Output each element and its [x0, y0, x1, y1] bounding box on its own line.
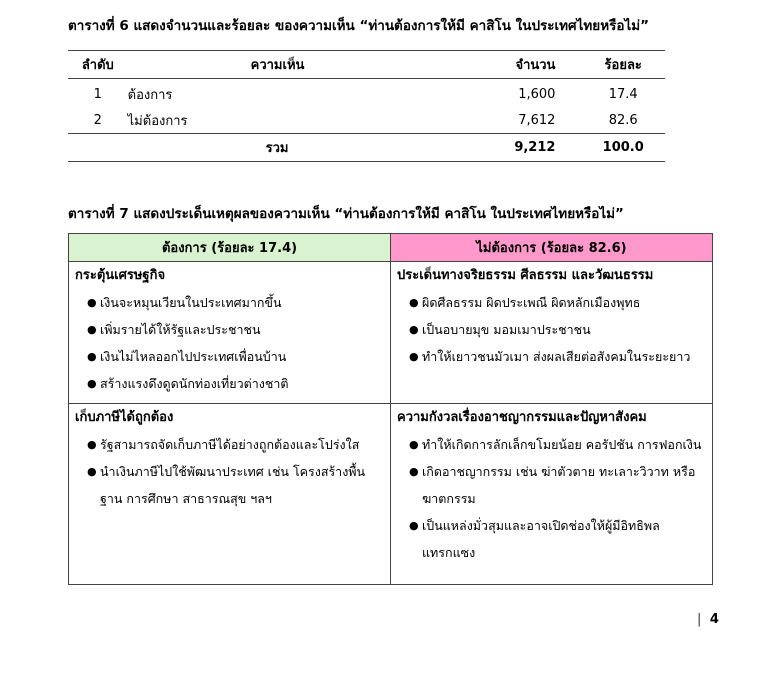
list-item [87, 289, 384, 316]
table7-agree-cell [69, 404, 391, 585]
bullet-icon: ● [409, 519, 419, 532]
table6-header-percent: ร้อยละ [604, 58, 642, 73]
table6-total-count: 9,212 [514, 140, 556, 155]
list-item [409, 316, 706, 343]
table6-cell-percent: 17.4 [608, 86, 638, 102]
table7-row [69, 404, 713, 585]
list-item-text: รัฐสามารถจัดเก็บภาษีได้อย่างถูกต้องและโปร่งใส [100, 437, 360, 452]
page-number-separator: | [697, 612, 702, 627]
page-number [697, 612, 719, 627]
table6-header-rank: ลำดับ [81, 58, 114, 73]
bullet-icon: ● [87, 465, 97, 478]
bullet-icon: ● [87, 323, 97, 336]
list-item-text: ทำให้เยาวชนมัวเมา ส่งผลเสียต่อสังคมในระยะยาว [422, 349, 691, 364]
table6-total-percent: 100.0 [602, 140, 644, 155]
list-item [409, 458, 706, 512]
table6-header-row [68, 51, 665, 79]
list-item [409, 343, 706, 370]
table6-cell-count: 1,600 [518, 86, 556, 102]
table7-header-agree: ต้องการ (ร้อยละ 17.4) [69, 234, 391, 262]
list-item-text: เพิ่มรายได้ให้รัฐและประชาชน [100, 322, 261, 337]
list-item [87, 370, 384, 397]
reason-list [75, 431, 384, 512]
reason-list [397, 289, 706, 370]
table6-cell-opinion: ไม่ต้องการ [127, 113, 188, 129]
list-item-text: เงินจะหมุนเวียนในประเทศมากขึ้น [100, 295, 282, 310]
bullet-icon: ● [409, 465, 419, 478]
list-item [409, 289, 706, 316]
bullet-icon: ● [409, 350, 419, 363]
list-item-text: เงินไม่ไหลออกไปประเทศเพื่อนบ้าน [100, 349, 287, 364]
list-item-text: เป็นอบายมุข มอมเมาประชาชน [422, 322, 591, 337]
table7-header-row [69, 234, 713, 262]
table6-total-spacer [68, 134, 128, 162]
reason-group-title: ประเด็นทางจริยธรรม ศีลธรรม และวัฒนธรรม [397, 268, 654, 283]
list-item [87, 343, 384, 370]
list-item [87, 431, 384, 458]
table7-agree-cell [69, 262, 391, 404]
table6-cell-rank: 1 [93, 86, 102, 102]
bullet-icon: ● [87, 438, 97, 451]
table-row [68, 107, 665, 134]
reason-group-title: ความกังวลเรื่องอาชญากรรมและปัญหาสังคม [397, 410, 647, 425]
table-row [68, 79, 665, 108]
bullet-icon: ● [87, 296, 97, 309]
table7-caption: ตารางที่ 7 แสดงประเด็นเหตุผลของความเห็น “ท่านต้องการให้มี คาสิโน ในประเทศไทยหรือไม่” [68, 206, 624, 222]
list-item [409, 431, 706, 458]
table6-total-row [68, 134, 665, 162]
table7-header-disagree: ไม่ต้องการ (ร้อยละ 82.6) [391, 234, 713, 262]
table6-cell-percent: 82.6 [608, 112, 638, 128]
bullet-icon: ● [409, 296, 419, 309]
reason-list [397, 431, 706, 566]
table7-disagree-cell [391, 262, 713, 404]
table6-cell-count: 7,612 [518, 112, 556, 128]
table6 [68, 50, 665, 162]
bullet-icon: ● [87, 377, 97, 390]
table6-total-label: รวม [265, 141, 289, 156]
bullet-icon: ● [409, 323, 419, 336]
reason-group-title: เก็บภาษีได้ถูกต้อง [75, 410, 174, 425]
table6-header-opinion: ความเห็น [250, 58, 305, 73]
list-item-text: ผิดศีลธรรม ผิดประเพณี ผิดหลักเมืองพุทธ [422, 295, 641, 310]
bullet-icon: ● [87, 350, 97, 363]
list-item [409, 512, 706, 566]
reason-group-title: กระตุ้นเศรษฐกิจ [75, 268, 166, 283]
table6-caption: ตารางที่ 6 แสดงจำนวนและร้อยละ ของความเห็น “ท่านต้องการให้มี คาสิโน ในประเทศไทยหรือไม่” [68, 18, 650, 34]
table7 [68, 233, 713, 585]
table6-header-count: จำนวน [515, 58, 556, 73]
table6-cell-opinion: ต้องการ [127, 87, 173, 103]
list-item [87, 458, 384, 512]
list-item-text: เกิดอาชญากรรม เช่น ฆ่าตัวตาย ทะเลาะวิวาท หรือ ฆาตกรรม [422, 464, 696, 506]
table6-cell-rank: 2 [93, 112, 102, 128]
list-item [87, 316, 384, 343]
table7-disagree-cell [391, 404, 713, 585]
page-number-value: 4 [709, 612, 719, 627]
list-item-text: ทำให้เกิดการลักเล็กขโมยน้อย คอรัปชัน การฟอกเงิน [422, 437, 702, 452]
list-item-text: เป็นแหล่งมั่วสุมและอาจเปิดช่องให้ผู้มีอิทธิพล แทรกแซง [422, 518, 660, 560]
list-item-text: สร้างแรงดึงดูดนักท่องเที่ยวต่างชาติ [100, 376, 289, 391]
bullet-icon: ● [409, 438, 419, 451]
list-item-text: นำเงินภาษีไปใช้พัฒนาประเทศ เช่น โครงสร้างพื้นฐาน การศึกษา สาธารณสุข ฯลฯ [100, 464, 366, 506]
table7-row [69, 262, 713, 404]
reason-list [75, 289, 384, 397]
